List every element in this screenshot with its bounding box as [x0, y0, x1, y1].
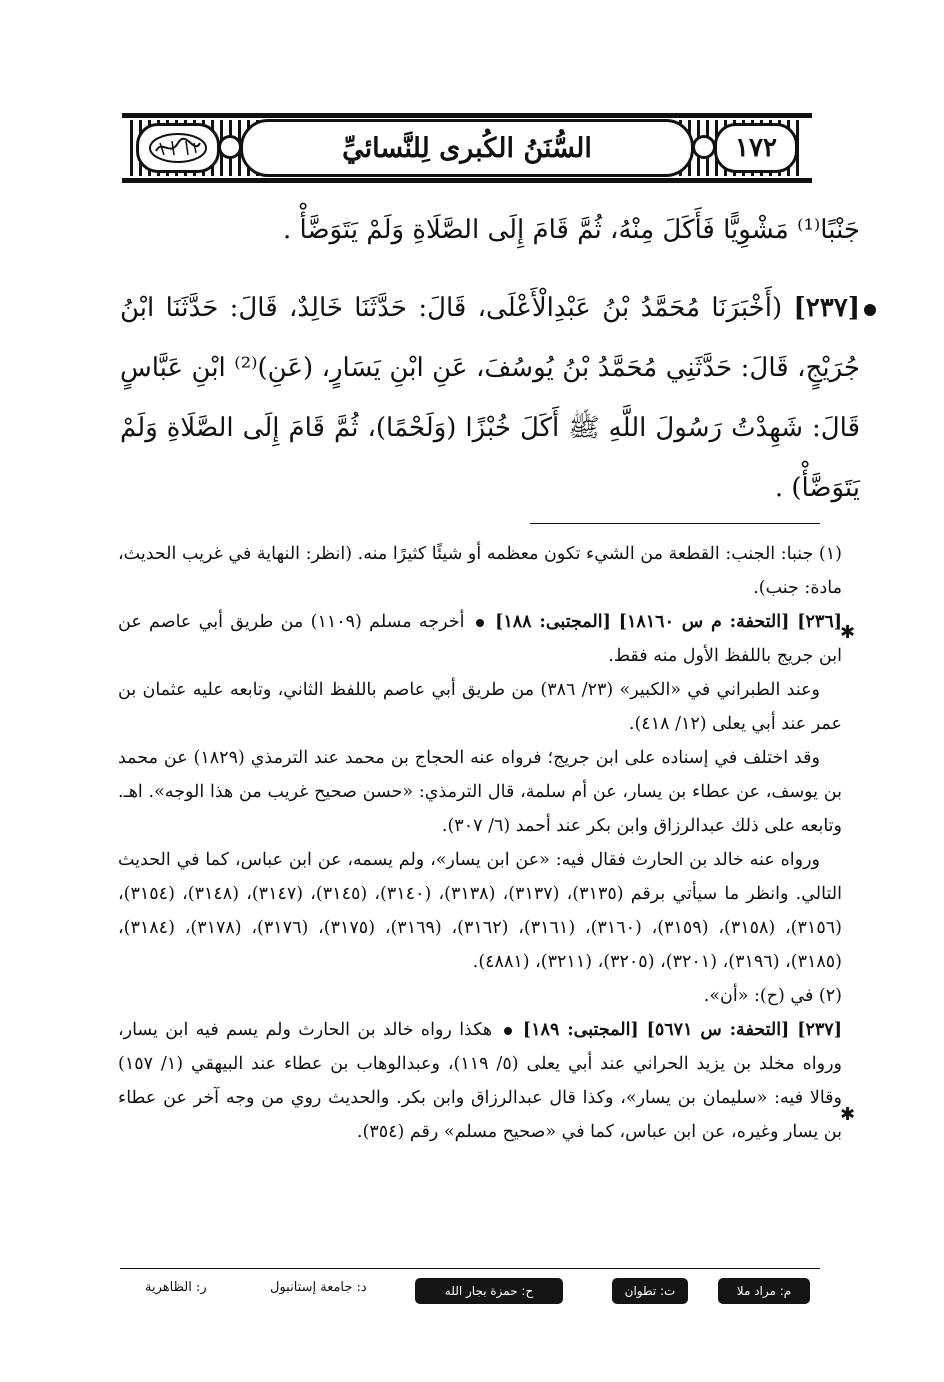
- title-cartouche: [240, 119, 694, 177]
- manuscript-divider: [120, 1268, 820, 1269]
- main-text-continuation: جَنْبًا⁽¹⁾ مَشْوِيًّا فَأَكَلَ مِنْهُ، ثُمَّ قَامَ إِلَى الصَّلَاةِ وَلَمْ يَتَوَضَّأْ .: [283, 215, 860, 245]
- asterisk-icon: ✱: [840, 622, 856, 643]
- footnote-divider: [530, 523, 820, 524]
- manuscript-m: م: مراد ملا: [718, 1278, 810, 1304]
- takhrij-237-body: هكذا رواه خالد بن الحارث ولم يسم فيه ابن يسار، ورواه مخلد بن يزيد الحراني عند أبي يعلى (٥/ ١١٩)، وعبدالوهاب بن عطاء عند البيهقي (١/ ١٥٧) وقالا فيه: «سليمان بن يسار»، وكذا قال عبدالرزاق وابن بكر. والحديث روي من وجه آخر عن عطاء بن يسار وغيره، عن ابن عباس، كما في «صحيح مسلم» رقم (٣٥٤).: [118, 1020, 842, 1142]
- page-number-cartouche: [714, 123, 798, 173]
- footnotes: [118, 537, 842, 1149]
- hadith-number: [٢٣٧]: [793, 293, 860, 323]
- takhrij-236-para-4: ورواه عنه خالد بن الحارث فقال فيه: «عن ابن يسار»، ولم يسمه، عن ابن عباس، كما في الحديث التالي. وانظر ما سيأتي برقم (٣١٣٥)، (٣١٣٧)، (٣١٣٨)، (٣١٤٠)، (٣١٤٥)، (٣١٤٧)، (٣١٤٨)، (٣١٥٤)، (٣١٥٦)، (٣١٥٨)، (٣١٥٩)، (٣١٦٠)، (٣١٦١)، (٣١٦٢)، (٣١٦٩)، (٣١٧٥)، (٣١٧٦)، (٣١٧٨)، (٣١٨٤)، (٣١٨٥)، (٣١٩٦)، (٣٢٠١)، (٣٢٠٥)، (٣٢١١)، (٤٨٨١).: [118, 850, 842, 972]
- seal-cartouche: [136, 123, 220, 173]
- banner-top-rail: [122, 113, 812, 118]
- manuscript-h: ح: حمزة بجار الله: [415, 1278, 563, 1304]
- banner-bottom-rail: [122, 178, 812, 183]
- takhrij-236-head: [٢٣٦] [التحفة: م س ١٨١٦٠] [المجتبى: ١٨٨]: [495, 612, 843, 632]
- bullet-icon: [504, 1027, 512, 1035]
- takhrij-237-head: [٢٣٧] [التحفة: س ٥٦٧١] [المجتبى: ١٨٩]: [522, 1020, 842, 1040]
- header-banner: [122, 113, 812, 183]
- takhrij-236: [118, 605, 842, 673]
- footnote-2: (٢) في (ح): «أن».: [703, 986, 842, 1006]
- takhrij-236-body: أخرجه مسلم (١١٠٩) من طريق أبي عاصم عن ابن جريج باللفظ الأول منه فقط.: [118, 612, 842, 666]
- takhrij-236-para-2: وعند الطبراني في «الكبير» (٢٣/ ٣٨٦) من طريق أبي عاصم باللفظ الثاني، وتابعه عليه عثمان بن عمر عند أبي يعلى (١٢/ ٤١٨).: [118, 680, 842, 734]
- page-number: ١٧٢: [735, 133, 777, 163]
- manuscript-d: د: جامعة إستانبول: [270, 1280, 367, 1295]
- manuscript-r: ر: الظاهرية: [145, 1280, 207, 1295]
- hadith-text: (أَخْبَرَنَا مُحَمَّدُ بْنُ عَبْدِالْأَعْلَى، قَالَ: حَدَّثَنَا خَالِدٌ، قَالَ: حَدَّثَنَا ابْنُ جُرَيْجٍ، قَالَ: حَدَّثَنِي مُحَمَّدُ بْنُ يُوسُفَ، عَنِ ابْنِ يَسَارٍ، (عَنِ)⁽²⁾ ابْنِ عَبَّاسٍ قَالَ: شَهِدْتُ رَسُولَ اللَّهِ ﷺ أَكَلَ خُبْزًا (وَلَحْمًا)، ثُمَّ قَامَ إِلَى الصَّلَاةِ وَلَمْ يَتَوَضَّأْ) .: [120, 293, 861, 503]
- asterisk-icon: ✱: [840, 1104, 856, 1125]
- bullet-icon: [476, 619, 484, 627]
- footnote-1: (١) جنبا: الجنب: القطعة من الشيء تكون معظمه أو شيئًا كثيرًا منه. (انظر: النهاية في غريب الحديث، مادة: جنب).: [118, 544, 842, 598]
- takhrij-237: [118, 1013, 842, 1149]
- takhrij-236-para-3: وقد اختلف في إسناده على ابن جريج؛ فرواه عنه الحجاج بن محمد عند الترمذي (١٨٢٩) عن محمد بن يوسف، عن عطاء بن يسار، عن أم سلمة، قال الترمذي: «حسن صحيح غريب من هذا الوجه». اهـ. وتابعه على ذلك عبدالرزاق وابن بكر عند أحمد (٦/ ٣٠٧).: [118, 748, 842, 836]
- manuscript-t: ت: تطوان: [612, 1278, 688, 1304]
- calligraphy-seal-icon: [146, 131, 210, 165]
- book-title: السُّنَنُ الكُبرى لِلنَّسائيِّ: [342, 132, 592, 164]
- ornament-knot: [218, 135, 242, 159]
- hadith-237: [120, 278, 860, 518]
- ornament-knot: [692, 135, 716, 159]
- hadith-bullet-icon: [864, 304, 876, 316]
